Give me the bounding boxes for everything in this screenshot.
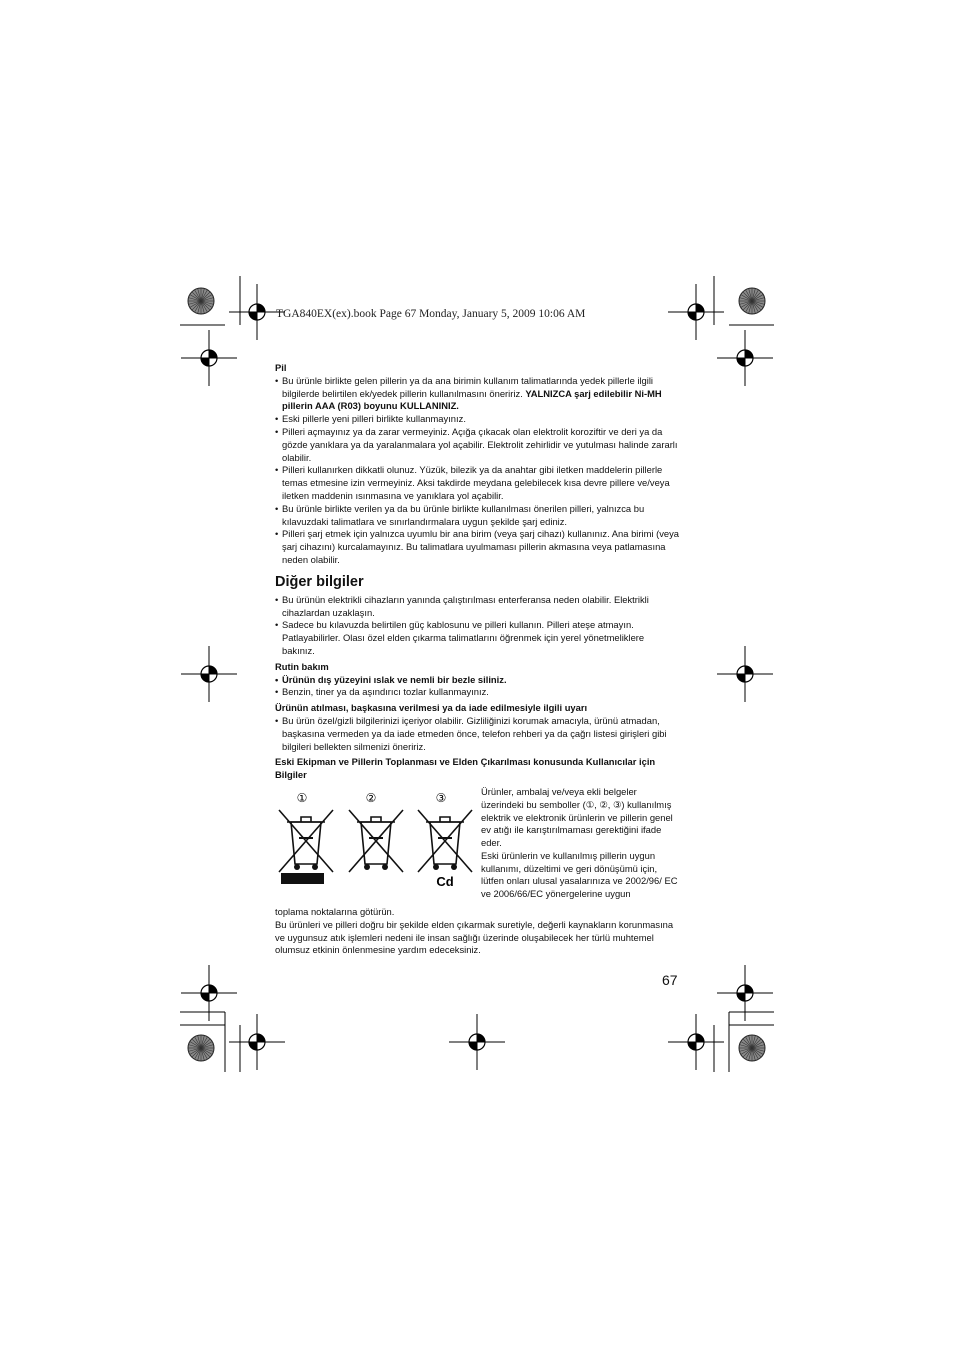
disposal-heading: Ürünün atılması, başkasına verilmesi ya da iade edilmesiyle ilgili uyarı — [275, 702, 588, 714]
registration-mark — [717, 965, 773, 1021]
list-item: • Sadece bu kılavuzda belirtilen güç kablosunu ve pilleri kullanın. Pilleri ateşe atmayın. Patlayabilirler. Olası özel elden çıkarma talimatlarını öğrenmek için yerel yönetmeliklere bakınız. — [275, 619, 679, 657]
list-item: • Bu ürünle birlikte gelen pillerin ya da ana birimin kullanım talimatlarında yedek pillerle ilgili bilgilerde belirtilen ek/yedek pillerin kullanılmasını öneririz. YALNIZCA şarj edilebilir Ni-MH pillerin AAA (R03) boyunu KULLANINIZ. — [275, 375, 679, 413]
running-head: TGA840EX(ex).book Page 67 Monday, January 5, 2009 10:06 AM — [276, 308, 586, 320]
crossed-bin-icon — [349, 810, 403, 872]
disposal-list — [275, 715, 679, 753]
list-item: • Bu ürünle birlikte verilen ya da bu ürünle birlikte kullanılması önerilen pilleri, yalnızca bu kılavuzdaki talimatlara ve sınırlandırmalara uygun şekilde şarj ediniz. — [275, 503, 679, 529]
weee-section — [275, 786, 679, 906]
section-title: Diğer bilgiler — [275, 573, 364, 590]
list-item: • Bu ürünün elektrikli cihazların yanında çalıştırılması enterferansa neden olabilir. Elektrikli cihazlardan uzaklaşın. — [275, 594, 679, 620]
symbol-label-3: ③ — [435, 790, 447, 805]
symbol-label-2: ② — [365, 790, 377, 805]
starburst-mark — [739, 288, 765, 314]
list-item: • Ürünün dış yüzeyini ıslak ve nemli bir bezle siliniz. — [275, 674, 679, 687]
list-item: • Pilleri açmayınız ya da zarar vermeyiniz. Açığa çıkacak olan elektrolit koroziftir ve deri ya da gözde yanıklara ya da yaralanmalara yol açabilir. Elektrolit zehirlidir ve yutulması halinde zararlı olabilir. — [275, 426, 679, 464]
starburst-mark — [188, 288, 214, 314]
closing-text: Bu ürünleri ve pilleri doğru bir şekilde elden çıkarmak suretiyle, değerli kaynakların korunmasına ve uygunsuz atık işlemleri nedeni ile insan sağlığı üzerinde oluşabilecek her türlü muhtemel olumsuz etkinin önlenmesine yardım edeceksiniz. — [275, 918, 674, 956]
registration-mark — [181, 965, 237, 1021]
registration-mark — [181, 646, 237, 702]
registration-mark — [181, 330, 237, 386]
page-number: 67 — [662, 972, 678, 988]
crossed-bin-icon — [418, 810, 472, 872]
collection-tail — [275, 906, 679, 957]
registration-mark — [668, 284, 724, 340]
care-list — [275, 674, 679, 700]
weee-paragraph: Ürünler, ambalaj ve/veya ekli belgeler üzerindeki bu semboller (①, ②, ③) kullanılmış elektrik ve elektronik ürünlerin ve pillerin genel ev atığı ile karıştırılmaması gerektiğini ifade eder. — [481, 785, 673, 849]
list-item: • Eski pillerle yeni pilleri birlikte kullanmayınız. — [275, 413, 679, 426]
other-list — [275, 594, 679, 658]
weee-bar — [281, 873, 324, 884]
weee-symbols-graphic — [275, 786, 481, 906]
crossed-bin-icon — [279, 810, 333, 872]
starburst-mark — [739, 1035, 765, 1061]
list-item: • Benzin, tiner ya da aşındırıcı tozlar kullanmayınız. — [275, 686, 679, 699]
list-item: • Pilleri şarj etmek için yalnızca uyumlu bir ana birim (veya şarj cihazı) kullanınız. Ana birimi (veya şarj cihazını) kurcalamayınız. Bu talimatlara uyulmaması pillerin akmasına veya patlamasına neden olabilir. — [275, 528, 679, 566]
registration-mark — [668, 1014, 724, 1070]
list-item: • Bu ürün özel/gizli bilgilerinizi içeriyor olabilir. Gizliliğinizi korumak amacıyla, ürünü atmadan, başkasına vermeden ya da iade etmeden önce, telefon rehberi ya da çağrı listesi girişleri gibi bilgileri bellekten silmenizi öneririz. — [275, 715, 679, 753]
registration-mark — [449, 1014, 505, 1070]
page-content — [275, 362, 679, 957]
weee-symbols — [275, 786, 481, 906]
care-heading: Rutin bakım — [275, 660, 329, 672]
battery-list — [275, 375, 679, 567]
list-item: • Pilleri kullanırken dikkatli olunuz. Yüzük, bilezik ya da anahtar gibi iletken maddelerin pillerle temas etmesine izin vermeyiniz. Aksi takdirde meydana gelebilecek kısa devre pillere ve/veya iletken maddenin ısınmasına ve yanıklara yol açabilir. — [275, 464, 679, 502]
registration-mark — [717, 330, 773, 386]
symbol-label-1: ① — [296, 790, 308, 805]
weee-text — [481, 786, 679, 906]
cd-label: Cd — [436, 873, 454, 889]
collection-heading: Eski Ekipman ve Pillerin Toplanması ve Elden Çıkarılması konusunda Kullanıcılar için Bilgiler — [275, 756, 656, 781]
weee-paragraph: Eski ürünlerin ve kullanılmış pillerin uygun kullanımı, düzeltimi ve geri dönüşümü için, lütfen onları ulusal yasalarınıza ve 2002/96/ EC ve 2006/66/EC yönergelerine uygun — [481, 849, 678, 900]
registration-mark — [717, 646, 773, 702]
battery-heading: Pil — [275, 362, 287, 373]
continuation-text: toplama noktalarına götürün. — [275, 905, 395, 917]
starburst-mark — [188, 1035, 214, 1061]
registration-mark — [229, 1014, 285, 1070]
